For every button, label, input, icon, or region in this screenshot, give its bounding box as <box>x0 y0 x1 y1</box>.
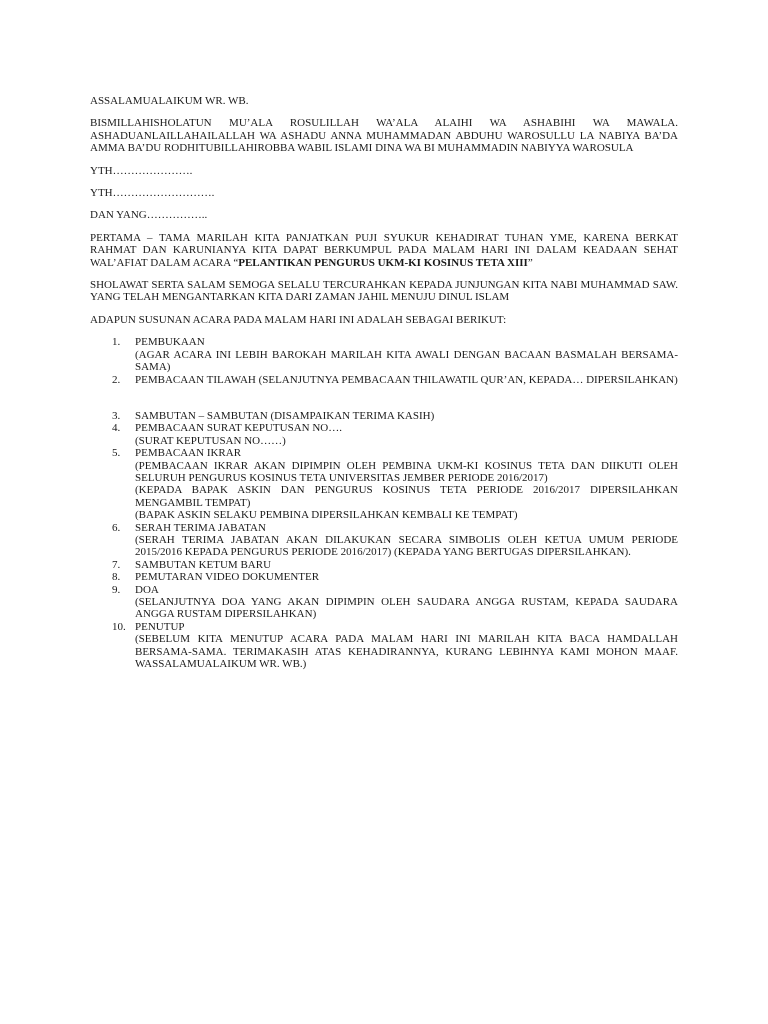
agenda-item <box>90 410 678 422</box>
agenda-item-title: PEMBUKAAN <box>135 336 205 349</box>
agenda-item <box>90 584 678 621</box>
agenda-item-note: (SERAH TERIMA JABATAN AKAN DILAKUKAN SECARA SIMBOLIS OLEH KETUA UMUM PERIODE 2015/2016 KEPADA PENGURUS PERIODE 2016/2017) (KEPADA YANG BERTUGAS DIPERSILAHKAN). <box>135 533 678 559</box>
agenda-item-title: SAMBUTAN KETUM BARU <box>135 558 272 571</box>
agenda-intro: ADAPUN SUSUNAN ACARA PADA MALAM HARI INI ADALAH SEBAGAI BERIKUT: <box>90 313 507 326</box>
agenda-item <box>90 422 678 447</box>
agenda-item-number: 10. <box>112 620 126 633</box>
agenda-item-number: 1. <box>112 336 121 349</box>
agenda-item <box>90 621 678 671</box>
agenda-item-number: 3. <box>112 409 121 422</box>
agenda-item-title: PEMBACAAN IKRAR <box>135 447 242 460</box>
pertama-paragraph <box>90 232 678 269</box>
event-quote-open: “ <box>233 256 239 269</box>
agenda-item-note: (SELANJUTNYA DOA YANG AKAN DIPIMPIN OLEH SAUDARA ANGGA RUSTAM, KEPADA SAUDARA ANGGA RUSTAM DIPERSILAHKAN) <box>135 596 678 621</box>
yth-line-2: YTH………………………. <box>90 187 215 200</box>
yth-line-1: YTH…………………. <box>90 164 193 177</box>
agenda-item-number: 6. <box>112 521 121 534</box>
opening-paragraph: BISMILLAHISHOLATUN MU’ALA ROSULILLAH WA’ALA ALAIHI WA ASHABIHI WA MAWALA. ASHADUANLAILLAHAILALLAH WA ASHADU ANNA MUHAMMADAN ABDUHU WAROSULLU LA NABIYA BA’DA AMMA BA’DU RODHITUBILLAHIROBBA WABIL ISLAMI DINA WA BI MUHAMMADIN NABIYYA WAROSULA <box>90 117 678 155</box>
event-quote-close: ” <box>527 256 533 269</box>
agenda-item-title: PEMBACAAN SURAT KEPUTUSAN NO…. <box>135 422 342 435</box>
agenda-item-note: (AGAR ACARA INI LEBIH BAROKAH MARILAH KITA AWALI DENGAN BACAAN BASMALAH BERSAMA-SAMA) <box>135 348 678 374</box>
agenda-item-number: 2. <box>112 373 121 386</box>
event-name: PELANTIKAN PENGURUS UKM-KI KOSINUS TETA XIII <box>238 256 528 269</box>
dan-yang-line: DAN YANG…………….. <box>90 209 208 222</box>
pertama-text: PERTAMA – TAMA MARILAH KITA PANJATKAN PUJI SYUKUR KEHADIRAT TUHAN YME, KARENA BERKAT RAHMAT DAN KARUNIANYA KITA DAPAT BERKUMPUL PADA MALAM HARI INI DALAM KEADAAN SEHAT WAL’AFIAT DALAM ACARA <box>90 231 678 269</box>
agenda-item <box>90 374 678 386</box>
agenda-item-number: 8. <box>112 571 121 584</box>
agenda-item-note: (SURAT KEPUTUSAN NO……) <box>135 434 286 447</box>
agenda-item <box>90 522 678 559</box>
agenda-item <box>90 571 678 583</box>
document-body <box>90 95 678 670</box>
agenda-list <box>90 336 678 670</box>
agenda-item-title: DOA <box>135 583 159 596</box>
agenda-item-note: (KEPADA BAPAK ASKIN DAN PENGURUS KOSINUS TETA PERIODE 2016/2017 DIPERSILAHKAN MENGAMBIL TEMPAT) <box>135 484 678 509</box>
agenda-item-note: (PEMBACAAN IKRAR AKAN DIPIMPIN OLEH PEMBINA UKM-KI KOSINUS TETA DAN DIIKUTI OLEH SELURUH PENGURUS KOSINUS TETA UNIVERSITAS JEMBER PERIODE 2016/2017) <box>135 459 678 484</box>
agenda-item-note: (SEBELUM KITA MENUTUP ACARA PADA MALAM HARI INI MARILAH KITA BACA HAMDALLAH BERSAMA-SAMA. TERIMAKASIH ATAS KEHADIRANNYA, KURANG LEBIHNYA KAMI MOHON MAAF. WASSALAMUALAIKUM WR. WB.) <box>135 633 678 671</box>
agenda-item-title: PEMUTARAN VIDEO DOKUMENTER <box>135 571 320 584</box>
agenda-item-number: 7. <box>112 558 121 571</box>
agenda-item-title: PENUTUP <box>135 620 185 633</box>
agenda-item-title: PEMBACAAN TILAWAH (SELANJUTNYA PEMBACAAN THILAWATIL QUR’AN, KEPADA… DIPERSILAHKAN) <box>135 373 678 386</box>
greeting-line: ASSALAMUALAIKUM WR. WB. <box>90 95 249 107</box>
agenda-item-number: 5. <box>112 447 121 460</box>
agenda-item <box>90 559 678 571</box>
agenda-item-title: SERAH TERIMA JABATAN <box>135 521 266 534</box>
agenda-item-number: 4. <box>112 422 121 435</box>
agenda-item-note: (BAPAK ASKIN SELAKU PEMBINA DIPERSILAHKAN KEMBALI KE TEMPAT) <box>135 509 518 522</box>
agenda-item-number: 9. <box>112 583 121 596</box>
sholawat-paragraph: SHOLAWAT SERTA SALAM SEMOGA SELALU TERCURAHKAN KEPADA JUNJUNGAN KITA NABI MUHAMMAD SAW. YANG TELAH MENGANTARKAN KITA DARI ZAMAN JAHIL MENUJU DINUL ISLAM <box>90 279 678 304</box>
agenda-item <box>90 336 678 373</box>
agenda-item <box>90 447 678 521</box>
agenda-item-title: SAMBUTAN – SAMBUTAN (DISAMPAIKAN TERIMA KASIH) <box>135 409 435 422</box>
